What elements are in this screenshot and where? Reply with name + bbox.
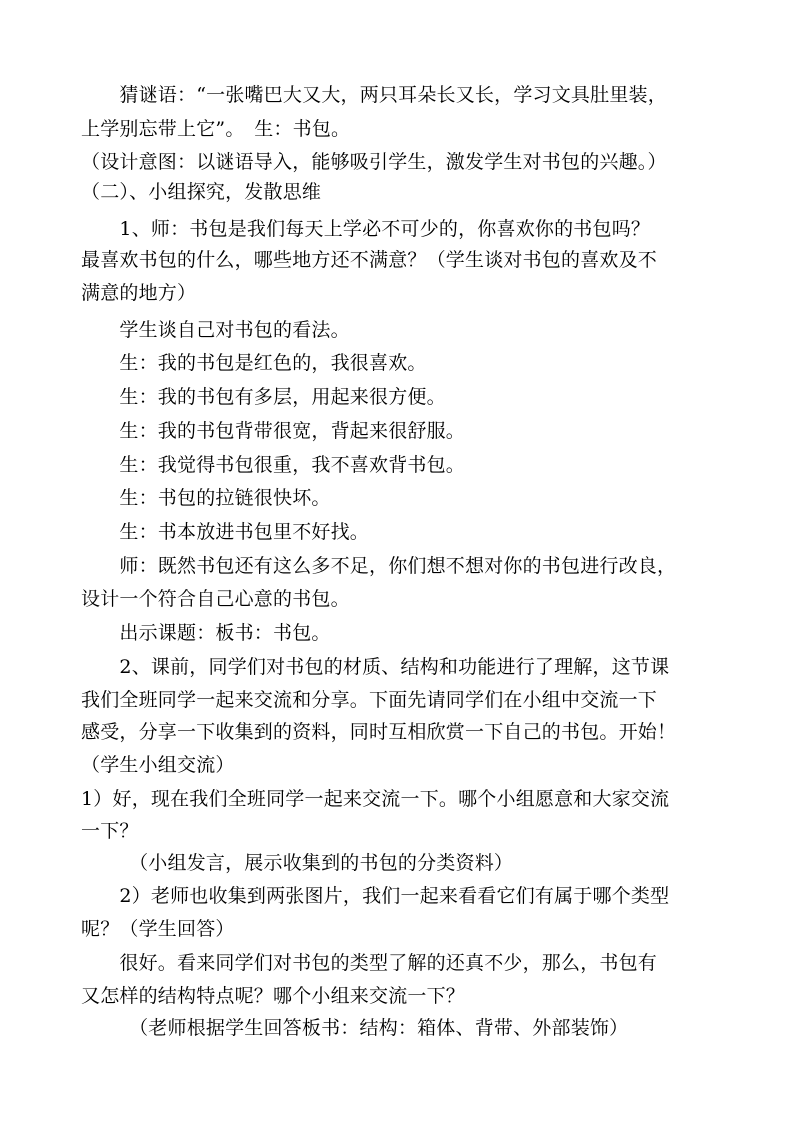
section-heading: （二）、小组探究，发散思维: [81, 181, 322, 203]
text-line: 设计一个符合自己心意的书包。: [81, 588, 350, 610]
text-line: 2、课前，同学们对书包的材质、结构和功能进行了理解，这节课: [81, 656, 670, 678]
text-line: 1）好，现在我们全班同学一起来交流一下。哪个小组愿意和大家交流: [81, 788, 670, 810]
text-line: 生：我觉得书包很重，我不喜欢背书包。: [81, 454, 466, 476]
text-line: 学生谈自己对书包的看法。: [81, 319, 350, 341]
text-line: （小组发言，展示收集到的书包的分类资料）: [81, 852, 514, 874]
text-line: 很好。看来同学们对书包的类型了解的还真不少，那么，书包有: [81, 952, 658, 974]
text-line: （学生小组交流）: [81, 754, 235, 776]
text-line: （设计意图：以谜语导入，能够吸引学生，激发学生对书包的兴趣。）: [81, 151, 667, 173]
text-line: 生：我的书包背带很宽，背起来很舒服。: [81, 420, 466, 442]
text-line: 生：我的书包是红色的，我很喜欢。: [81, 352, 427, 374]
text-line: 我们全班同学一起来交流和分享。下面先请同学们在小组中交流一下: [81, 689, 658, 711]
text-line: 又怎样的结构特点呢？哪个小组来交流一下？: [81, 985, 466, 1007]
text-line: （老师根据学生回答板书：结构：箱体、背带、外部装饰）: [81, 1017, 629, 1039]
text-line: 1、师：书包是我们每天上学必不可少的，你喜欢你的书包吗？: [81, 218, 651, 240]
text-line: 猜谜语：“一张嘴巴大又大，两只耳朵长又长，学习文具肚里装，: [81, 84, 667, 106]
text-line: 呢？（学生回答）: [81, 918, 235, 940]
text-line: 上学别忘带上它”。 生：书包。: [81, 118, 351, 140]
text-line: 最喜欢书包的什么，哪些地方还不满意？（学生谈对书包的喜欢及不: [81, 249, 658, 271]
text-line: 师：既然书包还有这么多不足，你们想不想对你的书包进行改良，: [81, 555, 677, 577]
text-line: 生：书本放进书包里不好找。: [81, 521, 370, 543]
text-line: 生：我的书包有多层，用起来很方便。: [81, 386, 446, 408]
text-line: 生：书包的拉链很快坏。: [81, 487, 331, 509]
text-line: 出示课题：板书：书包。: [81, 622, 331, 644]
text-line: 感受，分享一下收集到的资料，同时互相欣赏一下自己的书包。开始！: [81, 721, 677, 743]
text-line: 2）老师也收集到两张图片，我们一起来看看它们有属于哪个类型: [81, 885, 670, 907]
text-line: 一下？: [81, 820, 139, 842]
text-line: 满意的地方）: [81, 282, 197, 304]
